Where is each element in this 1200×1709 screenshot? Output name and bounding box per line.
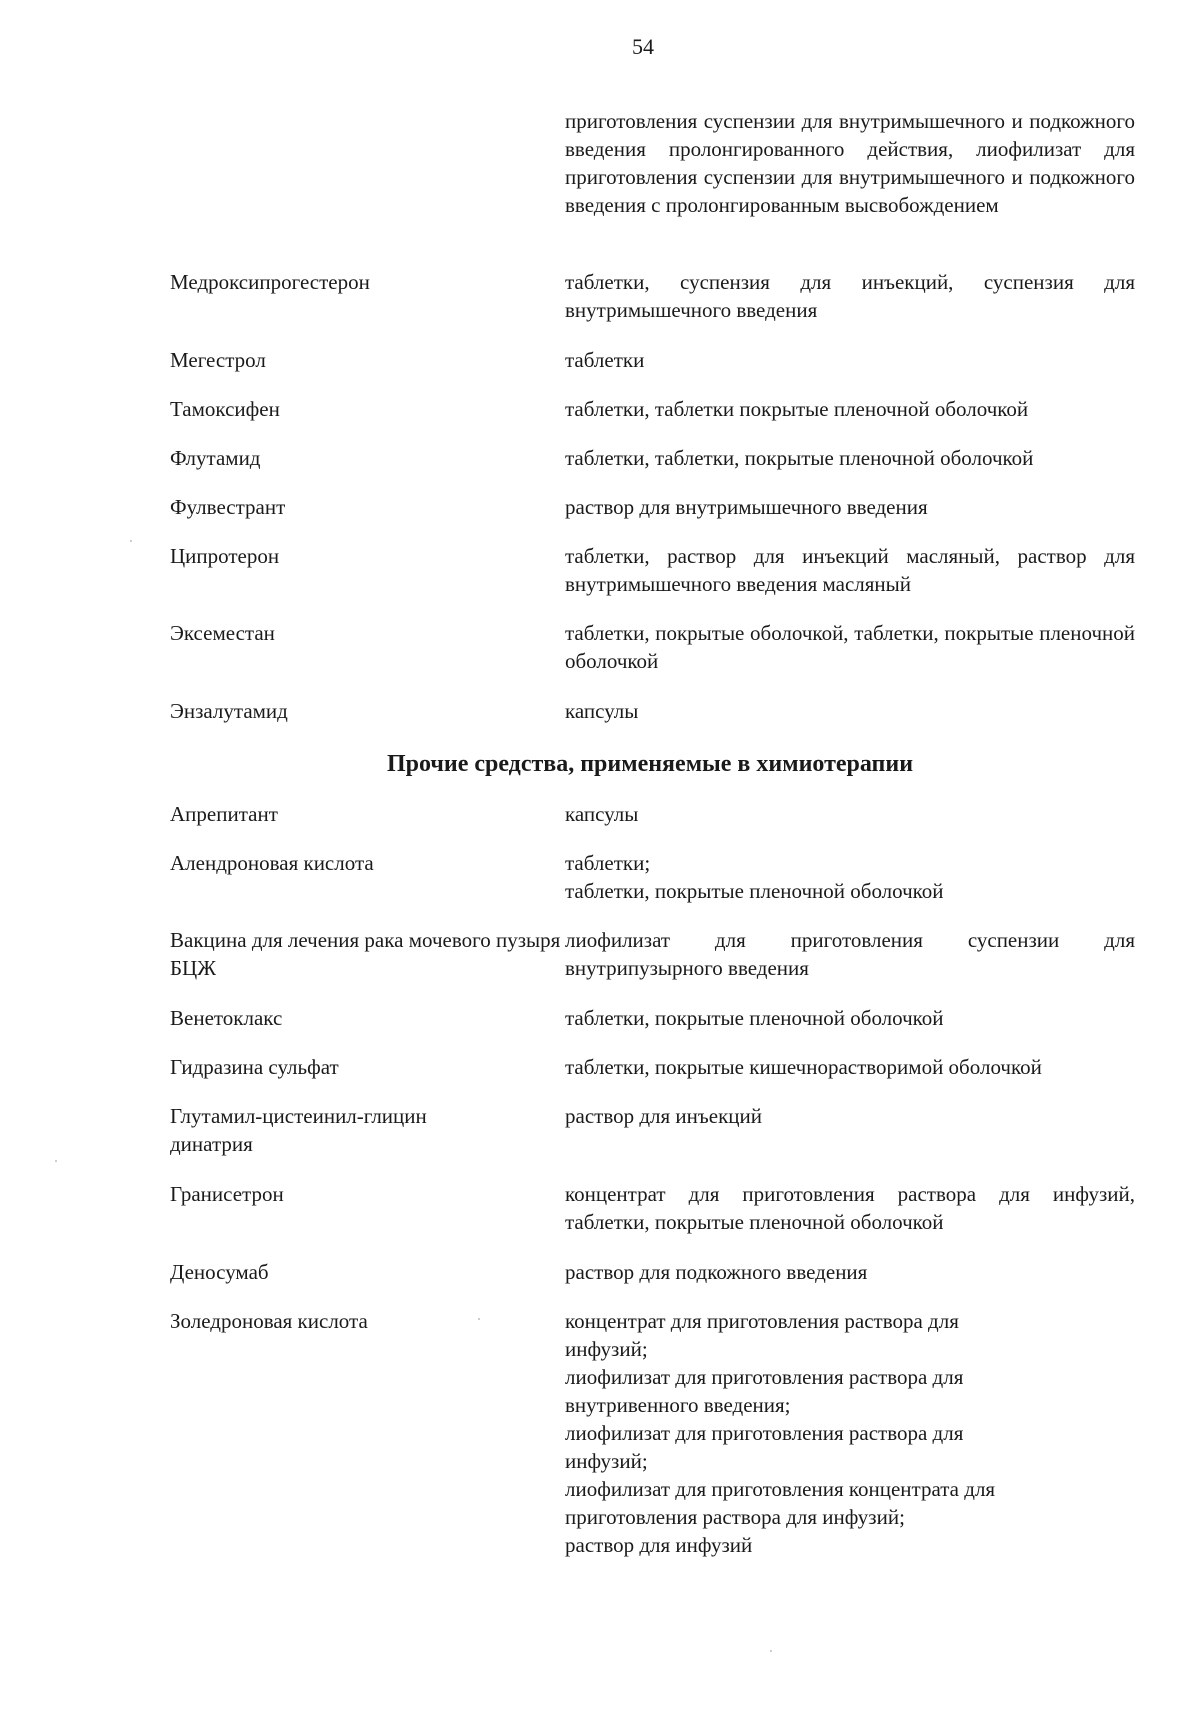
dosage-form: раствор для подкожного введения xyxy=(565,1260,868,1284)
drug-row xyxy=(170,1258,1135,1286)
dosage-form: приготовления суспензии для внутримышечного и подкожного введения пролонгированного действия, лиофилизат для приготовления суспензии для внутримышечного и подкожного введения с пролонгированным высвобождением xyxy=(565,109,1135,217)
drug-name: Мегестрол xyxy=(170,348,266,372)
drug-name: Фулвестрант xyxy=(170,495,286,519)
dosage-form: лиофилизат для приготовления суспензии для внутрипузырного введения xyxy=(565,928,1135,980)
dosage-form: капсулы xyxy=(565,802,639,826)
drug-row xyxy=(170,493,1135,521)
continuation-row xyxy=(170,107,1135,219)
dosage-form: раствор для внутримышечного введения xyxy=(565,495,928,519)
scan-speck xyxy=(478,1318,480,1320)
drug-row xyxy=(170,268,1135,324)
drug-row xyxy=(170,697,1135,725)
dosage-form: раствор для инъекций xyxy=(565,1104,762,1128)
drug-row xyxy=(170,1307,1135,1559)
dosage-form: таблетки, покрытые кишечнорастворимой оболочкой xyxy=(565,1055,1042,1079)
drug-name: Тамоксифен xyxy=(170,397,280,421)
dosage-form xyxy=(565,849,1135,905)
dosage-form: таблетки, покрытые оболочкой, таблетки, покрытые пленочной оболочкой xyxy=(565,621,1135,673)
drug-name: Гидразина сульфат xyxy=(170,1055,339,1079)
drug-name: Гранисетрон xyxy=(170,1182,284,1206)
dosage-form-line: раствор для инфузий xyxy=(565,1533,753,1557)
drug-name: Алендроновая кислота xyxy=(170,851,374,875)
drug-name-empty xyxy=(170,107,565,219)
dosage-form-line: таблетки; xyxy=(565,851,651,875)
drug-row xyxy=(170,444,1135,472)
drug-name: Золедроновая кислота xyxy=(170,1309,368,1333)
drug-name: Деносумаб xyxy=(170,1260,269,1284)
dosage-form-line: таблетки, покрытые пленочной оболочкой xyxy=(565,879,944,903)
drug-row xyxy=(170,1102,1135,1158)
drug-row xyxy=(170,926,1135,982)
scan-speck xyxy=(770,1650,772,1652)
drug-name: Энзалутамид xyxy=(170,699,288,723)
drug-row xyxy=(170,542,1135,598)
drug-name: Вакцина для лечения рака мочевого пузыря БЦЖ xyxy=(170,928,561,980)
dosage-form-line: лиофилизат для приготовления раствора для внутривенного введения; xyxy=(565,1365,964,1417)
dosage-form: таблетки, раствор для инъекций масляный, раствор для внутримышечного введения масляный xyxy=(565,544,1135,596)
drug-row xyxy=(170,395,1135,423)
drug-name: Флутамид xyxy=(170,446,261,470)
drug-row xyxy=(170,619,1135,675)
drug-row xyxy=(170,849,1135,905)
drug-name: Эксеместан xyxy=(170,621,275,645)
dosage-form: таблетки, покрытые пленочной оболочкой xyxy=(565,1006,944,1030)
drug-name: Апрепитант xyxy=(170,802,278,826)
dosage-form-line: лиофилизат для приготовления раствора для инфузий; xyxy=(565,1421,964,1473)
section-heading: Прочие средства, применяемые в химиотерапии xyxy=(386,751,914,777)
dosage-form: капсулы xyxy=(565,699,639,723)
page-number: 54 xyxy=(632,34,654,59)
drug-row xyxy=(170,1004,1135,1032)
drug-row xyxy=(170,1180,1135,1236)
dosage-form-line: концентрат для приготовления раствора для инфузий; xyxy=(565,1309,959,1361)
scan-speck xyxy=(55,1160,57,1162)
dosage-form-line: лиофилизат для приготовления концентрата для приготовления раствора для инфузий; xyxy=(565,1477,996,1529)
dosage-form: таблетки xyxy=(565,348,645,372)
dosage-form: таблетки, таблетки покрытые пленочной оболочкой xyxy=(565,397,1029,421)
drug-row xyxy=(170,1053,1135,1081)
drug-row xyxy=(170,800,1135,828)
dosage-form xyxy=(565,1307,1135,1559)
dosage-form: таблетки, таблетки, покрытые пленочной оболочкой xyxy=(565,446,1034,470)
drug-name: Глутамил-цистеинил-глицин динатрия xyxy=(170,1104,427,1156)
drug-name: Ципротерон xyxy=(170,544,280,568)
drug-row xyxy=(170,346,1135,374)
dosage-form: таблетки, суспензия для инъекций, суспензия для внутримышечного введения xyxy=(565,270,1135,322)
scan-speck xyxy=(130,540,132,542)
drug-name: Медроксипрогестерон xyxy=(170,270,370,294)
drug-name: Венетоклакс xyxy=(170,1006,283,1030)
dosage-form: концентрат для приготовления раствора для инфузий, таблетки, покрытые пленочной оболочкой xyxy=(565,1182,1135,1234)
